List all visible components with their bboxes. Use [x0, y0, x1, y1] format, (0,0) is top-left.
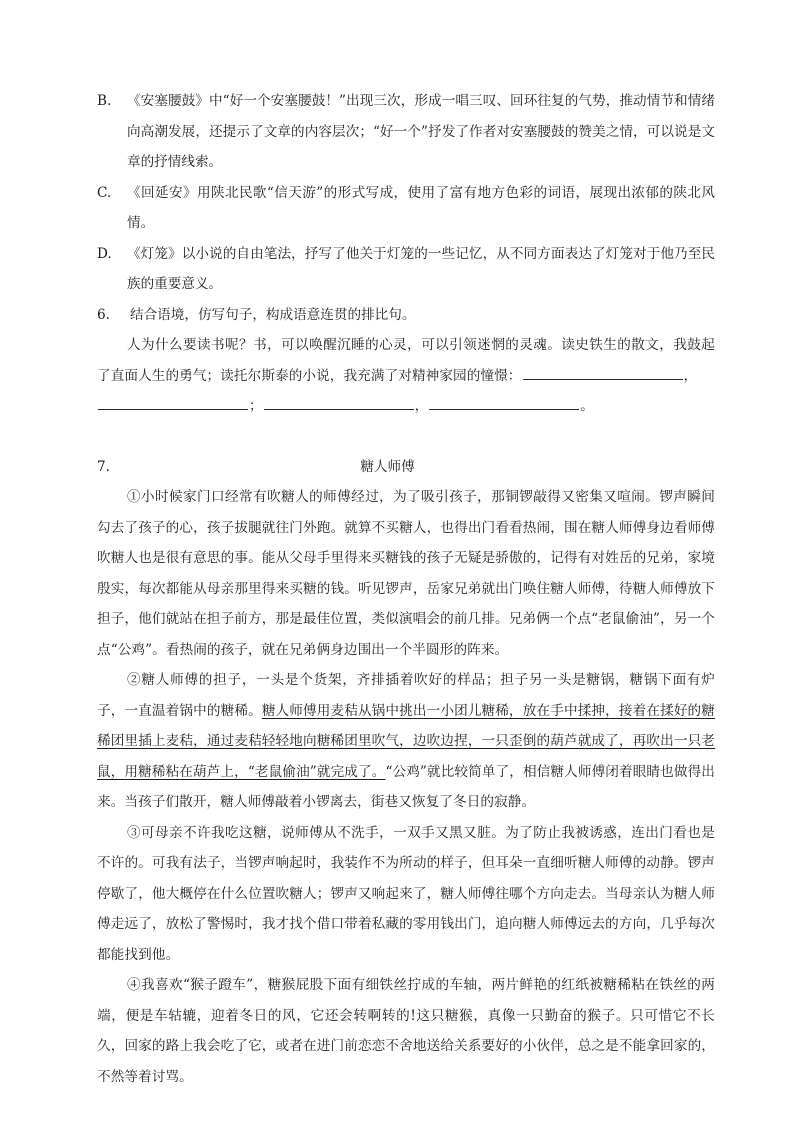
article-title: 糖人师傅: [360, 458, 415, 475]
question-6-passage: [97, 330, 715, 391]
question-6-punct-1: ，: [683, 367, 698, 384]
option-label-b: B.: [97, 93, 112, 109]
question-6-punct-2: ；: [249, 398, 263, 414]
paragraph-2-underlined-sentence: 糖人师傅用麦秸从锅中挑出一小团儿糖稀，放在手中揉抻，接着在揉好的糖稀团里插上麦秸，通过麦秸轻轻地向糖稀团里吹气，边吹边捏，一只歪倒的葫芦就成了，再吹出一只老鼠，用糖稀粘在葫芦上，“老鼠偷油”就完成了。: [97, 702, 715, 780]
paragraph-2-text-after: “公鸡”就比较简单了，相信糖人师傅闭着眼睛也做得出来。当孩子们散开，糖人师傅敲着小锣离去，街巷又恢复了冬日的寂静。: [97, 763, 715, 810]
fill-blank-3[interactable]: [264, 394, 414, 410]
question-7-number: 7.: [97, 458, 110, 475]
option-label-d: D.: [97, 245, 112, 262]
question-6-punct-4: 。: [580, 398, 594, 414]
option-label-c: C.: [97, 184, 112, 201]
question-6-blank-row: [97, 391, 715, 422]
article-paragraph-4: ④我喜欢“猴子蹬车”，糖猴屁股下面有细铁丝拧成的车轴，两片鲜艳的红纸被糖稀粘在铁丝的两端，便是车轱辘，迎着冬日的风，它还会转啊转的!这只糖猴，真像一只勤奋的猴子。只可惜它不长久，回家的路上我会吃了它，或者在进门前恋恋不舍地送给关系要好的小伙伴，总之是不能拿回家的，不然等着讨骂。: [97, 977, 715, 1085]
option-row-c: [97, 178, 715, 239]
option-text-b: 《安塞腰鼓》中“好一个安塞腰鼓！”出现三次，形成一唱三叹、回环往复的气势，推动情节和情绪向高潮发展，还提示了文章的内容层次；“好一个”抒发了作者对安塞腰鼓的赞美之情，可以说是文章的抒情线索。: [127, 93, 715, 170]
question-6-passage-text: 人为什么要读书呢？书，可以唤醒沉睡的心灵，可以引领迷惘的灵魂。读史铁生的散文，我鼓起了直面人生的勇气；读托尔斯泰的小说，我充满了对精神家园的憧憬：: [97, 337, 715, 384]
fill-blank-4[interactable]: [429, 394, 579, 410]
article-paragraph-3: ③可母亲不许我吃这糖，说师傅从不洗手，一双手又黑又脏。为了防止我被诱惑，连出门看也是不许的。可我有法子，当锣声响起时，我装作不为所动的样子，但耳朵一直细听糖人师傅的动静。锣声停歇了，他大概停在什么位置吹糖人；锣声又响起来了，糖人师傅往哪个方向走去。当母亲认为糖人师傅走远了，放松了警惕时，我才找个借口带着私藏的零用钱出门，追向糖人师傅远去的方向，几乎每次都能找到他。: [97, 824, 715, 963]
option-text-d: 《灯笼》以小说的自由笔法，抒写了他关于灯笼的一些记忆，从不同方面表达了灯笼对于他乃至民族的重要意义。: [127, 245, 715, 292]
question-7-row: [97, 452, 715, 483]
fill-blank-2[interactable]: [98, 394, 248, 410]
section-spacer: [97, 422, 715, 452]
question-6-row: [97, 300, 715, 331]
question-6-punct-3: ，: [414, 398, 429, 414]
option-text-c: 《回延安》用陕北民歌“信天游”的形式写成，使用了富有地方色彩的词语，展现出浓郁的陕北风情。: [127, 184, 715, 231]
paragraph-2-text-before: ②糖人师傅的担子，一头是个货架，齐排插着吹好的样品；担子另一头是糖锅，糖锅下面有炉子，一直温着锅中的糖稀。: [97, 672, 715, 719]
option-row-b: [97, 86, 715, 178]
question-6-stem: 结合语境，仿写句子，构成语意连贯的排比句。: [130, 306, 416, 323]
fill-blank-1[interactable]: [523, 364, 683, 380]
question-6-number: 6.: [97, 306, 110, 323]
document-body: [97, 86, 715, 1092]
article-paragraph-2: [97, 665, 715, 818]
article-paragraph-1: ①小时候家门口经常有吹糖人的师傅经过，为了吸引孩子，那铜锣敲得又密集又喧闹。锣声瞬间勾去了孩子的心，孩子拔腿就往门外跑。就算不买糖人，也得出门看看热闹，围在糖人师傅身边看师傅吹糖人也是很有意思的事。能从父母手里得来买糖钱的孩子无疑是骄傲的，记得有对姓岳的兄弟，家境殷实，每次都能从母亲那里得来买糖的钱。听见锣声，岳家兄弟就出门唤住糖人师傅，待糖人师傅放下担子，他们就站在担子前方，那是最佳位置，类似演唱会的前几排。兄弟俩一个点“老鼠偷油”，另一个点“公鸡”。看热闹的孩子，就在兄弟俩身边围出一个半圆形的阵来。: [97, 489, 715, 658]
option-row-d: [97, 239, 715, 300]
